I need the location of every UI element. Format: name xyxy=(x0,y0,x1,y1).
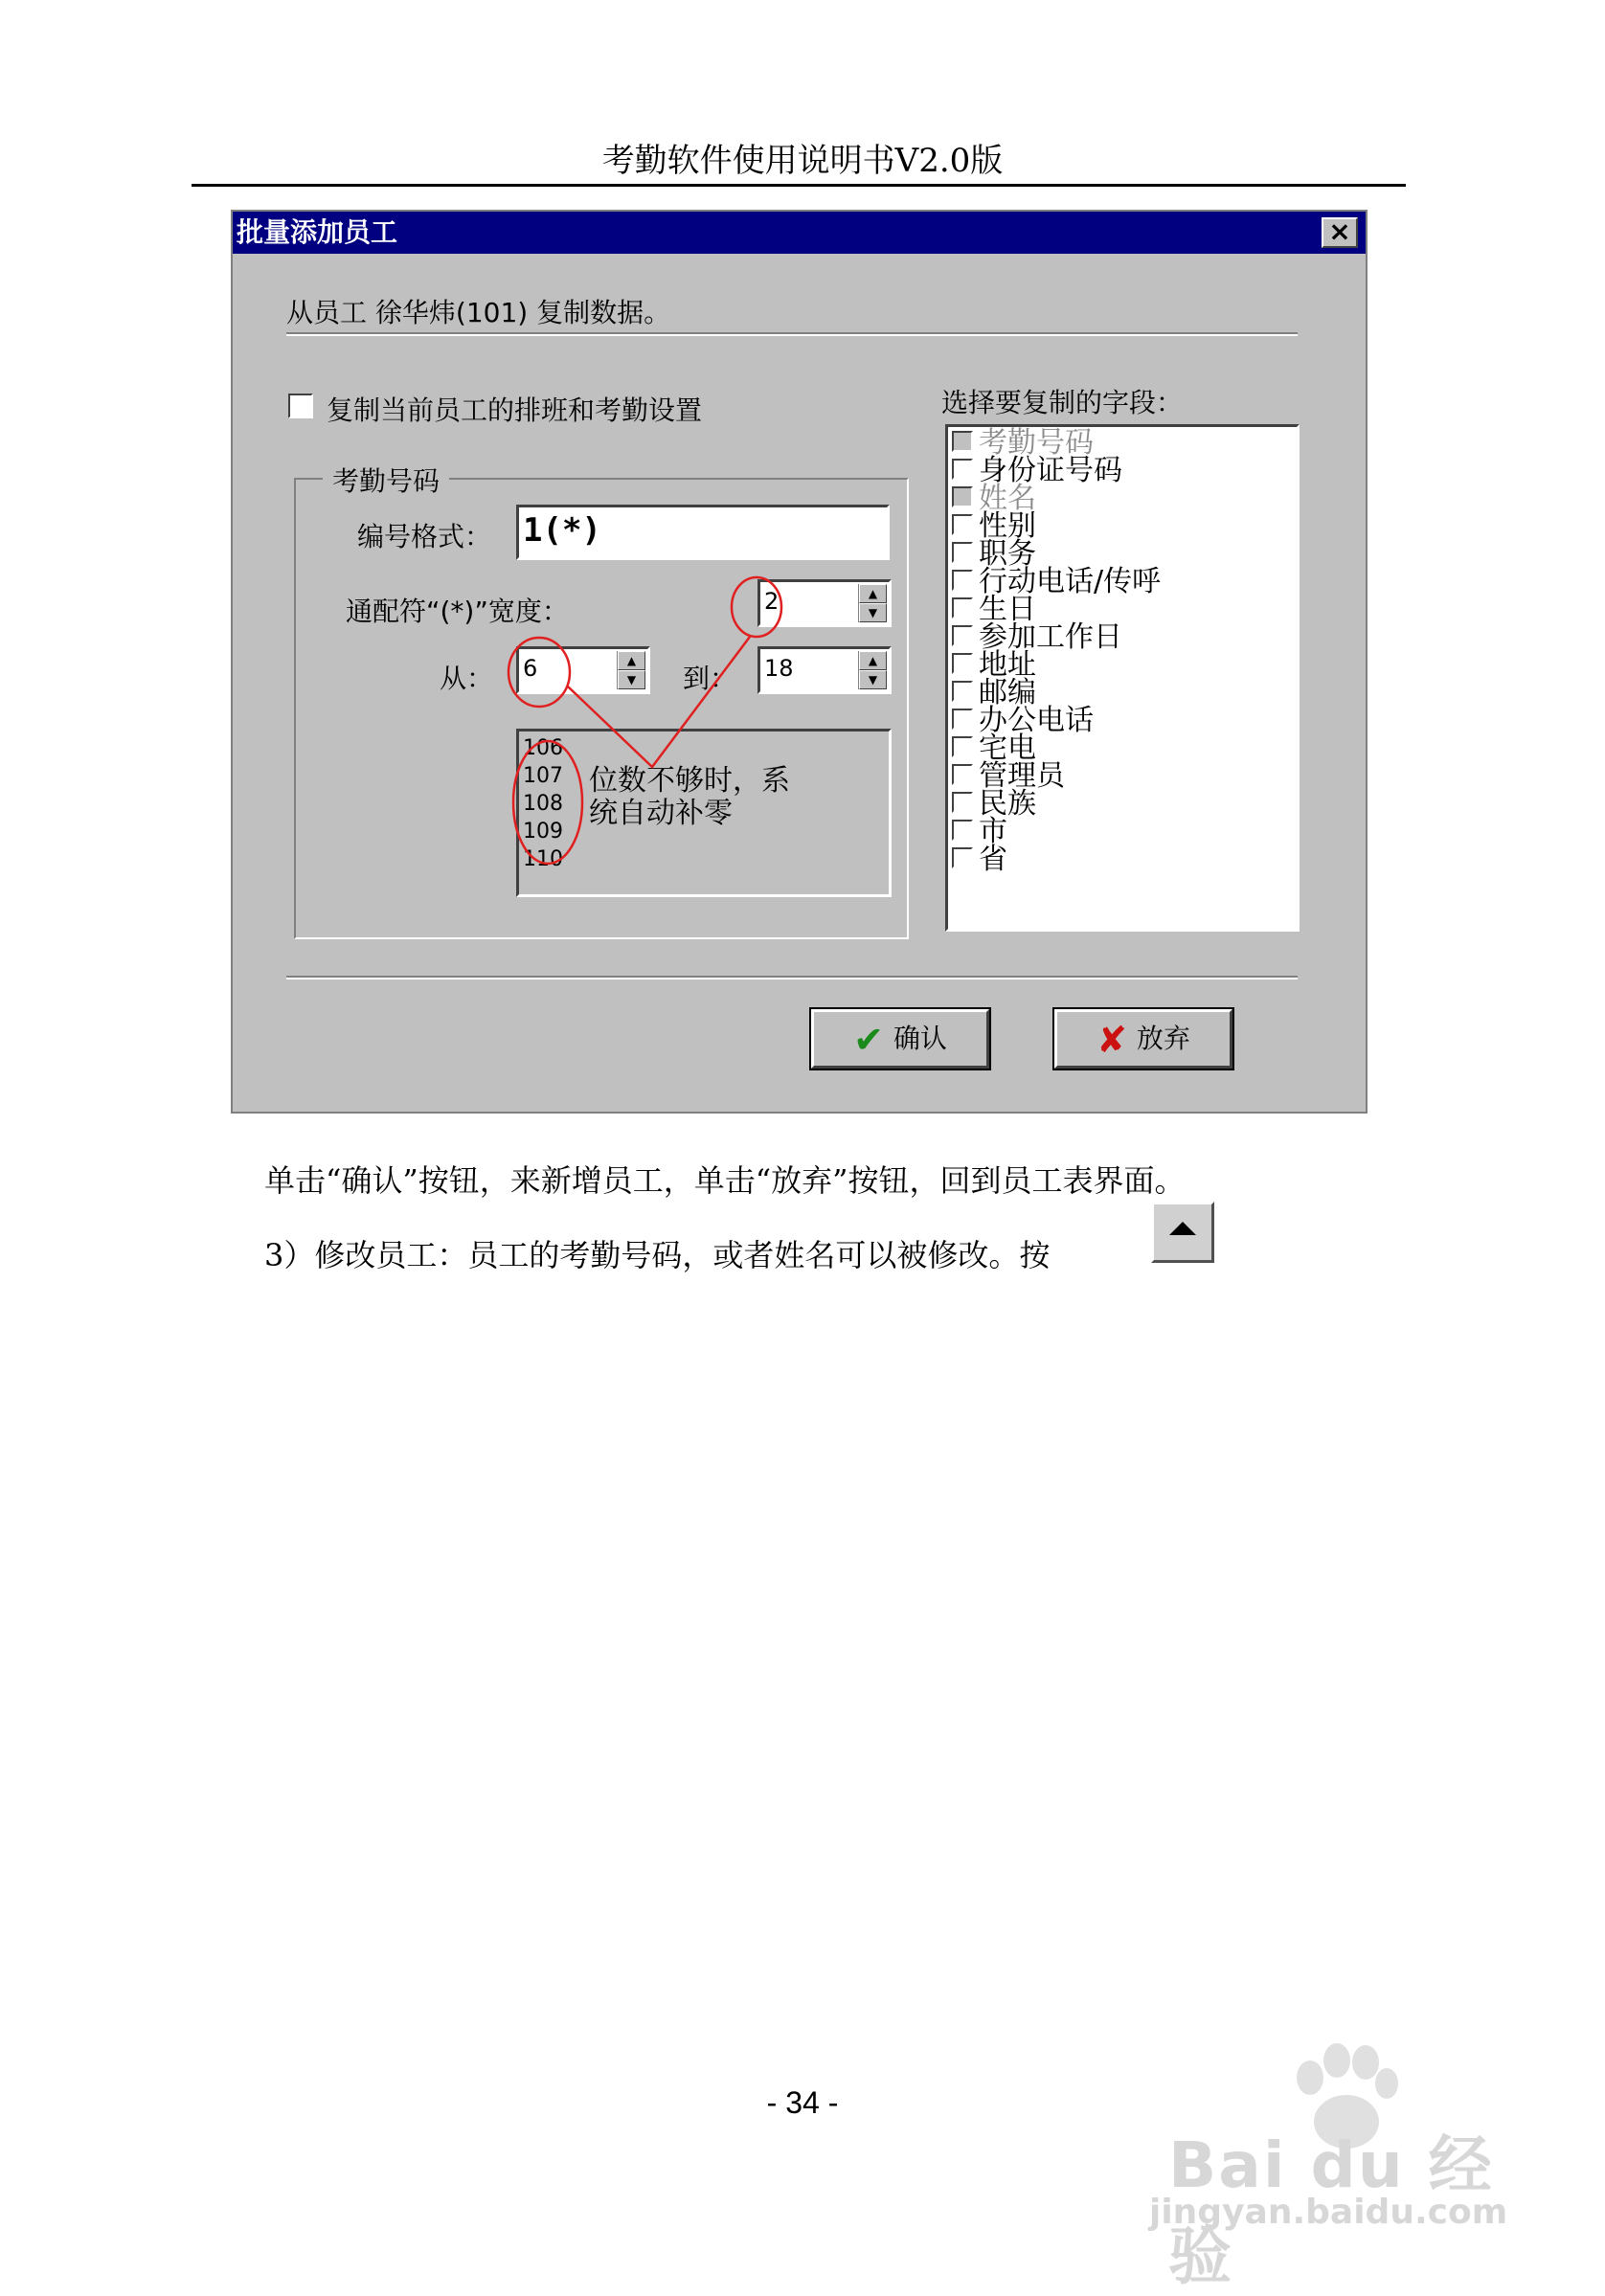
spin-down-icon[interactable]: ▼ xyxy=(618,670,645,689)
field-option[interactable] xyxy=(952,593,1036,626)
dialog-title: 批量添加员工 xyxy=(237,216,398,248)
from-spin-buttons[interactable] xyxy=(617,651,645,689)
field-checkbox[interactable] xyxy=(952,459,973,480)
from-label: 从： xyxy=(440,663,494,694)
field-option[interactable] xyxy=(952,815,1007,848)
cross-icon: ✘ xyxy=(1096,1019,1127,1061)
field-checkbox[interactable] xyxy=(952,570,973,591)
preview-item: 107 xyxy=(523,764,563,788)
copy-schedule-label: 复制当前员工的排班和考勤设置 xyxy=(327,394,703,426)
preview-item: 110 xyxy=(523,847,563,871)
field-checkbox[interactable] xyxy=(952,764,973,785)
from-spinner[interactable] xyxy=(516,646,650,694)
baidu-watermark xyxy=(1140,2039,1523,2293)
checkmark-icon: ✔ xyxy=(853,1019,884,1061)
field-option[interactable] xyxy=(952,648,1036,682)
field-option-label: 省 xyxy=(979,843,1007,876)
field-option[interactable] xyxy=(952,759,1065,793)
to-label: 到： xyxy=(683,663,737,694)
document-header: 考勤软件使用说明书V2.0版 xyxy=(601,142,1004,180)
watermark-brand: Bai du 经验 xyxy=(1168,2128,1494,2293)
field-option-label: 职务 xyxy=(979,537,1036,571)
width-spinner[interactable] xyxy=(757,579,892,627)
field-option[interactable] xyxy=(952,426,1094,460)
fields-listbox[interactable] xyxy=(945,424,1300,932)
spin-up-icon[interactable]: ▲ xyxy=(859,584,887,603)
move-up-button-image xyxy=(1151,1202,1214,1263)
width-value: 2 xyxy=(764,588,780,615)
field-checkbox[interactable] xyxy=(952,625,973,646)
copy-schedule-checkbox[interactable] xyxy=(288,394,313,418)
field-option[interactable] xyxy=(952,787,1036,821)
field-option-label: 地址 xyxy=(979,648,1036,682)
to-spin-buttons[interactable] xyxy=(858,651,887,689)
field-option-label: 姓名 xyxy=(979,482,1036,515)
field-option[interactable] xyxy=(952,482,1036,515)
paragraph-modify-employee: 3）修改员工：员工的考勤号码，或者姓名可以被修改。按 xyxy=(264,1237,1051,1273)
bottom-separator xyxy=(286,976,1298,979)
field-checkbox[interactable] xyxy=(952,792,973,813)
cancel-button[interactable] xyxy=(1054,1009,1232,1069)
field-option[interactable] xyxy=(952,565,1162,598)
header-rule xyxy=(192,184,1406,187)
field-checkbox[interactable] xyxy=(952,709,973,730)
padding-note-line: 位数不够时，系 xyxy=(589,764,790,798)
width-label: 通配符“(*)”宽度： xyxy=(346,596,569,627)
width-spin-buttons[interactable] xyxy=(858,584,887,622)
close-button[interactable]: × xyxy=(1322,217,1358,248)
from-value: 6 xyxy=(523,655,538,682)
field-option-label: 民族 xyxy=(979,787,1036,821)
field-option-label: 考勤号码 xyxy=(979,426,1094,460)
up-arrow-icon xyxy=(1169,1222,1196,1235)
field-checkbox[interactable] xyxy=(952,847,973,868)
field-checkbox[interactable] xyxy=(952,486,973,507)
field-option-label: 邮编 xyxy=(979,676,1036,709)
field-checkbox[interactable] xyxy=(952,653,973,674)
watermark-url: jingyan.baidu.com xyxy=(1149,2193,1508,2232)
spin-up-icon[interactable]: ▲ xyxy=(618,651,645,670)
field-checkbox[interactable] xyxy=(952,431,973,452)
preview-item: 106 xyxy=(523,736,563,760)
field-checkbox[interactable] xyxy=(952,542,973,563)
top-separator xyxy=(286,332,1298,336)
field-checkbox[interactable] xyxy=(952,736,973,757)
confirm-button[interactable] xyxy=(811,1009,989,1069)
field-option[interactable] xyxy=(952,704,1094,737)
field-option-label: 宅电 xyxy=(979,732,1036,765)
field-checkbox[interactable] xyxy=(952,597,973,619)
paragraph-confirm-cancel: 单击“确认”按钮，来新增员工，单击“放弃”按钮，回到员工表界面。 xyxy=(264,1162,1186,1199)
field-option-label: 行动电话/传呼 xyxy=(979,565,1162,598)
padding-note-line: 统自动补零 xyxy=(589,797,733,830)
field-option-label: 生日 xyxy=(979,593,1036,626)
field-option[interactable] xyxy=(952,454,1122,487)
spin-down-icon[interactable]: ▼ xyxy=(859,670,887,689)
confirm-label: 确认 xyxy=(893,1023,947,1054)
field-option[interactable] xyxy=(952,537,1036,571)
field-option-label: 参加工作日 xyxy=(979,620,1122,654)
padding-note xyxy=(589,765,790,830)
field-checkbox[interactable] xyxy=(952,514,973,535)
dialog-titlebar xyxy=(233,212,1366,254)
field-option[interactable] xyxy=(952,509,1036,543)
group-title: 考勤号码 xyxy=(323,461,449,499)
copy-from-text: 从员工 徐华炜(101) 复制数据。 xyxy=(286,297,671,328)
fields-label: 选择要复制的字段： xyxy=(941,387,1184,418)
field-checkbox[interactable] xyxy=(952,820,973,841)
field-option-label: 性别 xyxy=(979,509,1036,543)
preview-item: 108 xyxy=(523,792,563,816)
to-value: 18 xyxy=(764,655,794,682)
field-option[interactable] xyxy=(952,676,1036,709)
field-checkbox[interactable] xyxy=(952,681,973,702)
to-spinner[interactable] xyxy=(757,646,892,694)
format-label: 编号格式： xyxy=(357,521,492,552)
format-input[interactable]: 1(*) xyxy=(516,505,890,560)
page-number: - 34 - xyxy=(766,2085,839,2120)
field-option[interactable] xyxy=(952,620,1122,654)
field-option-label: 管理员 xyxy=(979,759,1065,793)
field-option-label: 身份证号码 xyxy=(979,454,1122,487)
preview-item: 109 xyxy=(523,820,563,844)
field-option-label: 市 xyxy=(979,815,1007,848)
spin-down-icon[interactable]: ▼ xyxy=(859,603,887,622)
field-option[interactable] xyxy=(952,732,1036,765)
cancel-label: 放弃 xyxy=(1136,1023,1190,1054)
batch-add-employee-dialog xyxy=(231,210,1368,1114)
spin-up-icon[interactable]: ▲ xyxy=(859,651,887,670)
field-option[interactable] xyxy=(952,843,1007,876)
field-option-label: 办公电话 xyxy=(979,704,1094,737)
